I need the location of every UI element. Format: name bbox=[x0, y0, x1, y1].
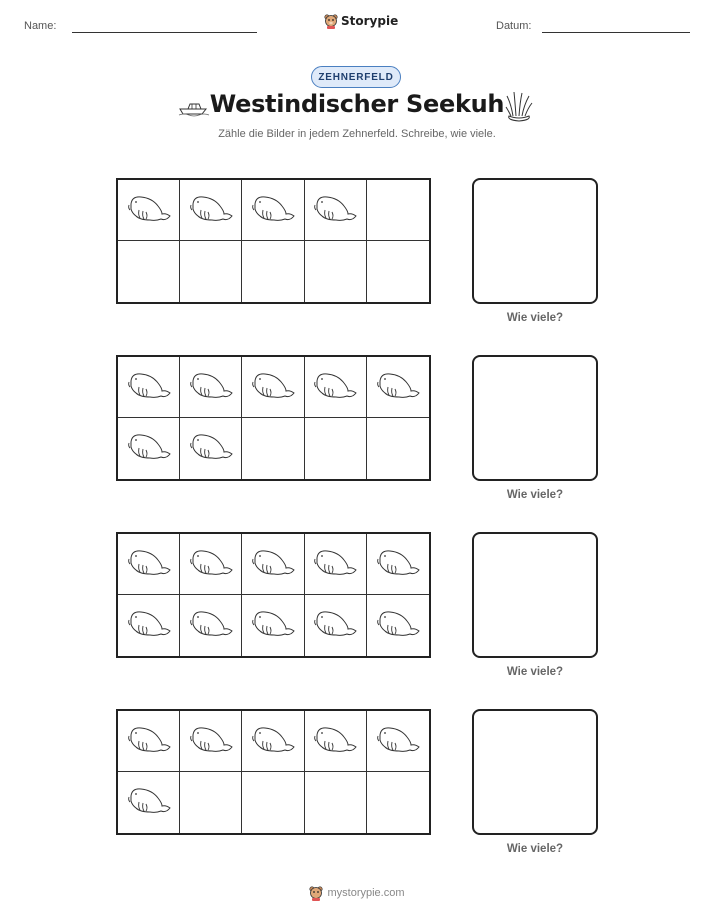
ten-frame-cell bbox=[118, 534, 180, 595]
brand-name: Storypie bbox=[341, 14, 399, 28]
ten-frame-cell bbox=[367, 711, 429, 772]
footer-url: mystorypie.com bbox=[327, 887, 405, 899]
ten-frame-cell bbox=[242, 595, 304, 656]
storypie-bear-icon bbox=[309, 885, 323, 901]
ten-frame-cell bbox=[367, 418, 429, 479]
manatee-icon bbox=[126, 192, 172, 229]
manatee-icon bbox=[126, 430, 172, 467]
manatee-icon bbox=[126, 369, 172, 406]
manatee-icon bbox=[250, 546, 296, 583]
manatee-icon bbox=[188, 607, 234, 644]
ten-frame bbox=[116, 178, 431, 304]
answer-box[interactable] bbox=[472, 355, 598, 481]
name-label: Name: bbox=[24, 20, 57, 32]
instructions: Zähle die Bilder in jedem Zehnerfeld. Schreibe, wie viele. bbox=[218, 128, 496, 140]
ten-frame-cell bbox=[180, 534, 242, 595]
manatee-icon bbox=[250, 192, 296, 229]
manatee-icon bbox=[312, 723, 358, 760]
ten-frame-cell bbox=[118, 241, 180, 302]
answer-box[interactable] bbox=[472, 178, 598, 304]
answer-label: Wie viele? bbox=[506, 843, 564, 855]
manatee-icon bbox=[312, 607, 358, 644]
manatee-icon bbox=[312, 546, 358, 583]
manatee-icon bbox=[126, 784, 172, 821]
ten-frame-cell bbox=[118, 418, 180, 479]
storypie-logo bbox=[324, 13, 398, 29]
ten-frame-cell bbox=[242, 241, 304, 302]
manatee-icon bbox=[375, 369, 421, 406]
ten-frame-cell bbox=[118, 595, 180, 656]
answer-label: Wie viele? bbox=[506, 666, 564, 678]
page-title: Westindischer Seekuh bbox=[209, 90, 505, 118]
ten-frame-cell bbox=[180, 357, 242, 418]
manatee-icon bbox=[126, 607, 172, 644]
manatee-icon bbox=[126, 723, 172, 760]
ten-frame-cell bbox=[180, 180, 242, 241]
ten-frame-cell bbox=[305, 595, 367, 656]
ten-frame-cell bbox=[242, 711, 304, 772]
ten-frame-cell bbox=[118, 772, 180, 833]
manatee-icon bbox=[188, 546, 234, 583]
manatee-icon bbox=[126, 546, 172, 583]
ten-frame-cell bbox=[367, 180, 429, 241]
answer-label: Wie viele? bbox=[506, 312, 564, 324]
answer-label: Wie viele? bbox=[506, 489, 564, 501]
manatee-icon bbox=[375, 723, 421, 760]
ten-frame-cell bbox=[242, 180, 304, 241]
ten-frame-cell bbox=[305, 418, 367, 479]
ten-frame-cell bbox=[305, 534, 367, 595]
seagrass-icon bbox=[505, 90, 533, 122]
ten-frame-cell bbox=[367, 241, 429, 302]
footer bbox=[0, 885, 714, 901]
manatee-icon bbox=[375, 607, 421, 644]
ten-frame-cell bbox=[180, 711, 242, 772]
ten-frame bbox=[116, 532, 431, 658]
ten-frame-cell bbox=[242, 357, 304, 418]
manatee-icon bbox=[188, 430, 234, 467]
ten-frame-cell bbox=[242, 772, 304, 833]
ten-frame bbox=[116, 355, 431, 481]
ten-frame-cell bbox=[242, 418, 304, 479]
ten-frame-cell bbox=[180, 418, 242, 479]
ten-frame-cell bbox=[305, 357, 367, 418]
storypie-bear-icon bbox=[324, 13, 338, 29]
manatee-icon bbox=[375, 546, 421, 583]
ten-frame-cell bbox=[118, 357, 180, 418]
manatee-icon bbox=[250, 607, 296, 644]
ten-frame-cell bbox=[367, 357, 429, 418]
category-badge: ZEHNERFELD bbox=[311, 66, 401, 88]
ten-frame-cell bbox=[367, 772, 429, 833]
ten-frame-cell bbox=[180, 241, 242, 302]
ten-frame-cell bbox=[305, 711, 367, 772]
ten-frame-cell bbox=[305, 241, 367, 302]
ten-frame-cell bbox=[367, 534, 429, 595]
manatee-icon bbox=[188, 369, 234, 406]
ten-frame-cell bbox=[305, 180, 367, 241]
date-line[interactable] bbox=[542, 32, 690, 33]
answer-box[interactable] bbox=[472, 532, 598, 658]
manatee-icon bbox=[188, 192, 234, 229]
ten-frame-cell bbox=[305, 772, 367, 833]
ten-frame-cell bbox=[367, 595, 429, 656]
ten-frame-cell bbox=[242, 534, 304, 595]
name-line[interactable] bbox=[72, 32, 257, 33]
ten-frame-cell bbox=[118, 180, 180, 241]
date-label: Datum: bbox=[496, 20, 532, 32]
manatee-icon bbox=[312, 369, 358, 406]
ten-frame-cell bbox=[180, 595, 242, 656]
ten-frame-cell bbox=[180, 772, 242, 833]
answer-box[interactable] bbox=[472, 709, 598, 835]
manatee-icon bbox=[312, 192, 358, 229]
ten-frame bbox=[116, 709, 431, 835]
manatee-icon bbox=[250, 369, 296, 406]
manatee-icon bbox=[188, 723, 234, 760]
ten-frame-cell bbox=[118, 711, 180, 772]
manatee-icon bbox=[250, 723, 296, 760]
